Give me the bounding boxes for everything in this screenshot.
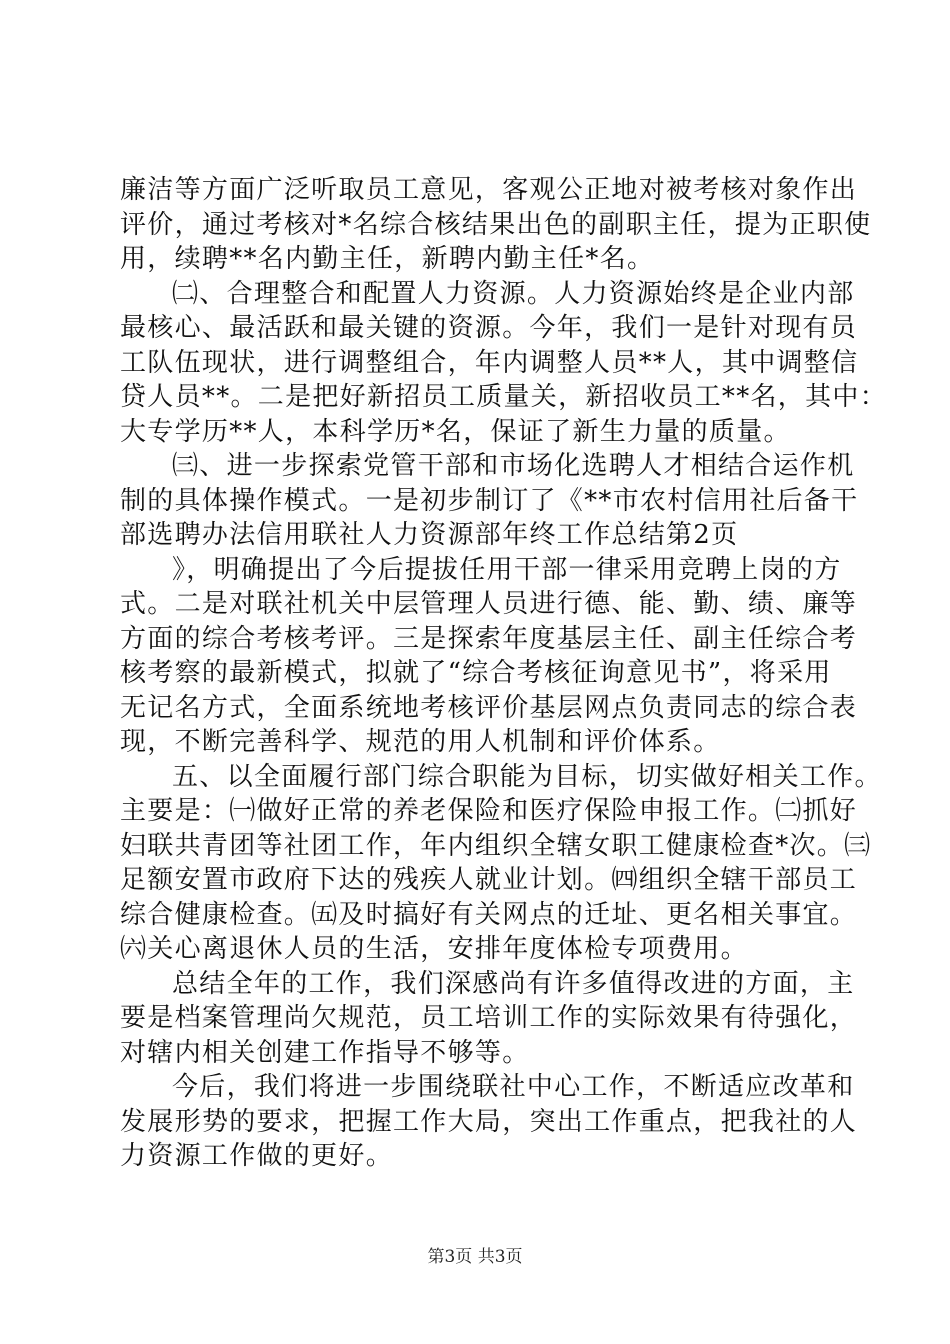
text-line: 制的具体操作模式。一是初步制订了《**市农村信用社后备干 [120, 485, 859, 516]
page-footer: 第3页 共3页 [427, 1247, 523, 1267]
paragraph-start-line: 总结全年的工作，我们深感尚有许多值得改进的方面，主 [172, 968, 855, 999]
text-line: 发展形势的要求，把握工作大局，突出工作重点，把我社的人 [120, 1106, 858, 1137]
paragraph-start-line: ㈢、进一步探索党管干部和市场化选聘人才相结合运作机 [172, 451, 855, 481]
text-line: 部选聘办法信用联社人力资源部年终工作总结第2页 [120, 520, 739, 550]
paragraph-start-line: 今后，我们将进一步围绕联社中心工作，不断适应改革和 [172, 1072, 855, 1102]
paragraph-start-line: 》，明确提出了今后提拔任用干部一律采用竞聘上岗的方 [172, 554, 842, 585]
text-line: 主要是：㈠做好正常的养老保险和医疗保险申报工作。㈡抓好 [120, 796, 858, 826]
text-line: 对辖内相关创建工作指导不够等。 [120, 1037, 530, 1068]
text-line: 无记名方式，全面系统地考核评价基层网点负责同志的综合表 [120, 692, 858, 723]
text-line: 评价，通过考核对*名综合核结果出色的副职主任，提为正职使 [120, 209, 872, 240]
text-line: 足额安置市政府下达的残疾人就业计划。㈣组织全辖干部员工 [120, 865, 858, 895]
document-body [120, 173, 888, 1174]
text-line: 贷人员**。二是把好新招员工质量关，新招收员工**名，其中： [120, 382, 888, 412]
text-line: 核考察的最新模式，拟就了“综合考核征询意见书”，将采用 [120, 658, 832, 688]
text-line: 用，续聘**名内勤主任，新聘内勤主任*名。 [120, 244, 655, 274]
text-line: 式。二是对联社机关中层管理人员进行德、能、勤、绩、廉等 [120, 589, 858, 619]
text-line: 方面的综合考核考评。三是探索年度基层主任、副主任综合考 [120, 623, 858, 654]
text-line: 妇联共青团等社团工作，年内组织全辖女职工健康检查*次。㈢ [120, 830, 872, 861]
text-line: 要是档案管理尚欠规范，员工培训工作的实际效果有待强化， [120, 1003, 858, 1033]
text-line: 最核心、最活跃和最关键的资源。今年，我们一是针对现有员 [120, 313, 858, 343]
paragraph-start-line: 五、以全面履行部门综合职能为目标，切实做好相关工作。 [172, 761, 882, 792]
text-line: 综合健康检查。㈤及时搞好有关网点的迁址、更名相关事宜。 [120, 899, 858, 930]
text-line: 现，不断完善科学、规范的用人机制和评价体系。 [120, 727, 721, 757]
paragraph-start-line: ㈡、合理整合和配置人力资源。人力资源始终是企业内部 [172, 278, 855, 309]
text-line: 廉洁等方面广泛听取员工意见，客观公正地对被考核对象作出 [120, 175, 858, 205]
text-line: 大专学历**人，本科学历*名，保证了新生力量的质量。 [120, 416, 791, 447]
text-line: 力资源工作做的更好。 [120, 1141, 394, 1171]
text-line: 工队伍现状，进行调整组合，年内调整人员**人，其中调整信 [120, 347, 859, 378]
text-line: ㈥关心离退休人员的生活，安排年度体检专项费用。 [120, 934, 748, 964]
